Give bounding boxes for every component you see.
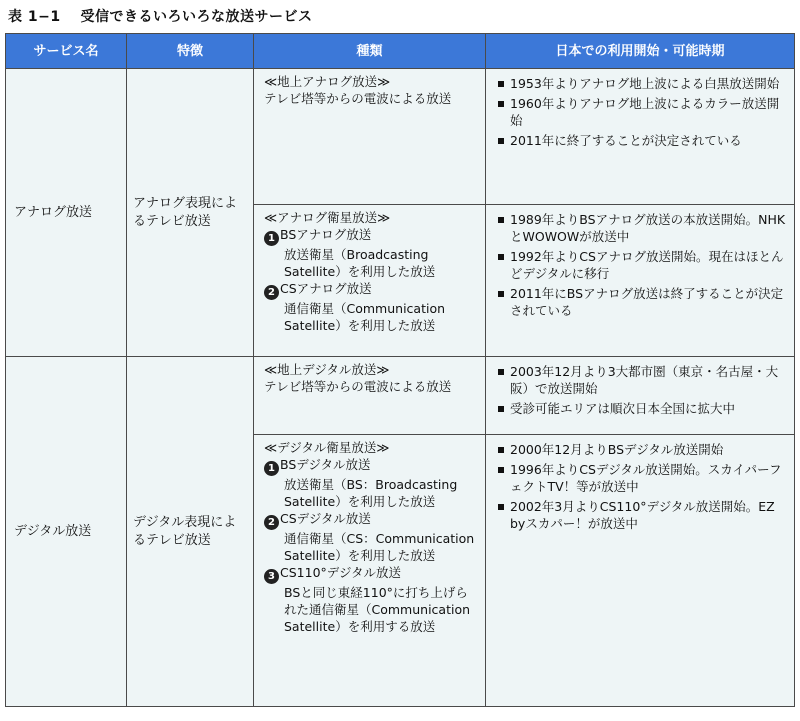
type-title: ≪デジタル衛星放送≫ (264, 440, 390, 455)
table-row (6, 357, 795, 435)
table-caption: 表 1−1 受信できるいろいろな放送サービス (8, 9, 313, 25)
type-title: ≪地上デジタル放送≫ (264, 362, 390, 377)
list-item: 1989年よりBSアナログ放送の本放送開始。NHKとWOWOWが放送中 (496, 211, 786, 245)
number-badge-icon: 1 (264, 461, 279, 476)
list-item: 1992年よりCSアナログ放送開始。現在はほとんどデジタルに移行 (496, 248, 786, 282)
item-label: CS110°デジタル放送 (280, 565, 402, 580)
type-cell (254, 357, 486, 435)
header-feature: 特徴 (127, 34, 254, 69)
start-date-cell (486, 69, 795, 205)
start-date-cell (486, 435, 795, 707)
item-label: BSデジタル放送 (280, 457, 371, 472)
item-label: CSアナログ放送 (280, 281, 372, 296)
type-cell (254, 69, 486, 205)
broadcast-services-table (5, 33, 795, 707)
list-item: 1996年よりCSデジタル放送開始。スカイパーフェクトTV！等が放送中 (496, 461, 786, 495)
header-row (6, 34, 795, 69)
item-description: 放送衛星（BS：Broadcasting Satellite）を利用した放送 (284, 477, 458, 509)
feature-cell: デジタル表現によるテレビ放送 (127, 357, 254, 707)
header-type: 種類 (254, 34, 486, 69)
number-badge-icon: 1 (264, 231, 279, 246)
number-badge-icon: 3 (264, 569, 279, 584)
service-cell: デジタル放送 (6, 357, 127, 707)
start-date-cell (486, 205, 795, 357)
type-cell (254, 205, 486, 357)
list-item: 2011年にBSアナログ放送は終了することが決定されている (496, 285, 786, 319)
list-item: 1953年よりアナログ地上波による白黒放送開始 (496, 75, 786, 92)
list-item: 1960年よりアナログ地上波によるカラー放送開始 (496, 95, 786, 129)
item-label: BSアナログ放送 (280, 227, 372, 242)
header-start-date: 日本での利用開始・可能時期 (486, 34, 795, 69)
table-row (6, 69, 795, 205)
feature-cell: アナログ表現によるテレビ放送 (127, 69, 254, 357)
type-description: テレビ塔等からの電波による放送 (264, 379, 452, 394)
number-badge-icon: 2 (264, 285, 279, 300)
service-cell: アナログ放送 (6, 69, 127, 357)
list-item: 2000年12月よりBSデジタル放送開始 (496, 441, 786, 458)
item-label: CSデジタル放送 (280, 511, 371, 526)
type-title: ≪アナログ衛星放送≫ (264, 210, 391, 225)
number-badge-icon: 2 (264, 515, 279, 530)
item-description: BSと同じ東経110°に打ち上げられた通信衛星（Communication Satellite）を利用する放送 (284, 585, 471, 634)
start-date-cell (486, 357, 795, 435)
type-title: ≪地上アナログ放送≫ (264, 74, 391, 89)
item-description: 通信衛星（CS：Communication Satellite）を利用した放送 (284, 531, 475, 563)
list-item: 2011年に終了することが決定されている (496, 132, 786, 149)
list-item: 2003年12月より3大都市圏（東京・名古屋・大阪）で放送開始 (496, 363, 786, 397)
header-service: サービス名 (6, 34, 127, 69)
type-cell (254, 435, 486, 707)
type-description: テレビ塔等からの電波による放送 (264, 91, 452, 106)
item-description: 通信衛星（Communication Satellite）を利用した放送 (284, 301, 446, 333)
list-item: 2002年3月よりCS110°デジタル放送開始。EZ byスカパー！が放送中 (496, 498, 786, 532)
list-item: 受診可能エリアは順次日本全国に拡大中 (496, 400, 786, 417)
item-description: 放送衛星（Broadcasting Satellite）を利用した放送 (284, 247, 436, 279)
